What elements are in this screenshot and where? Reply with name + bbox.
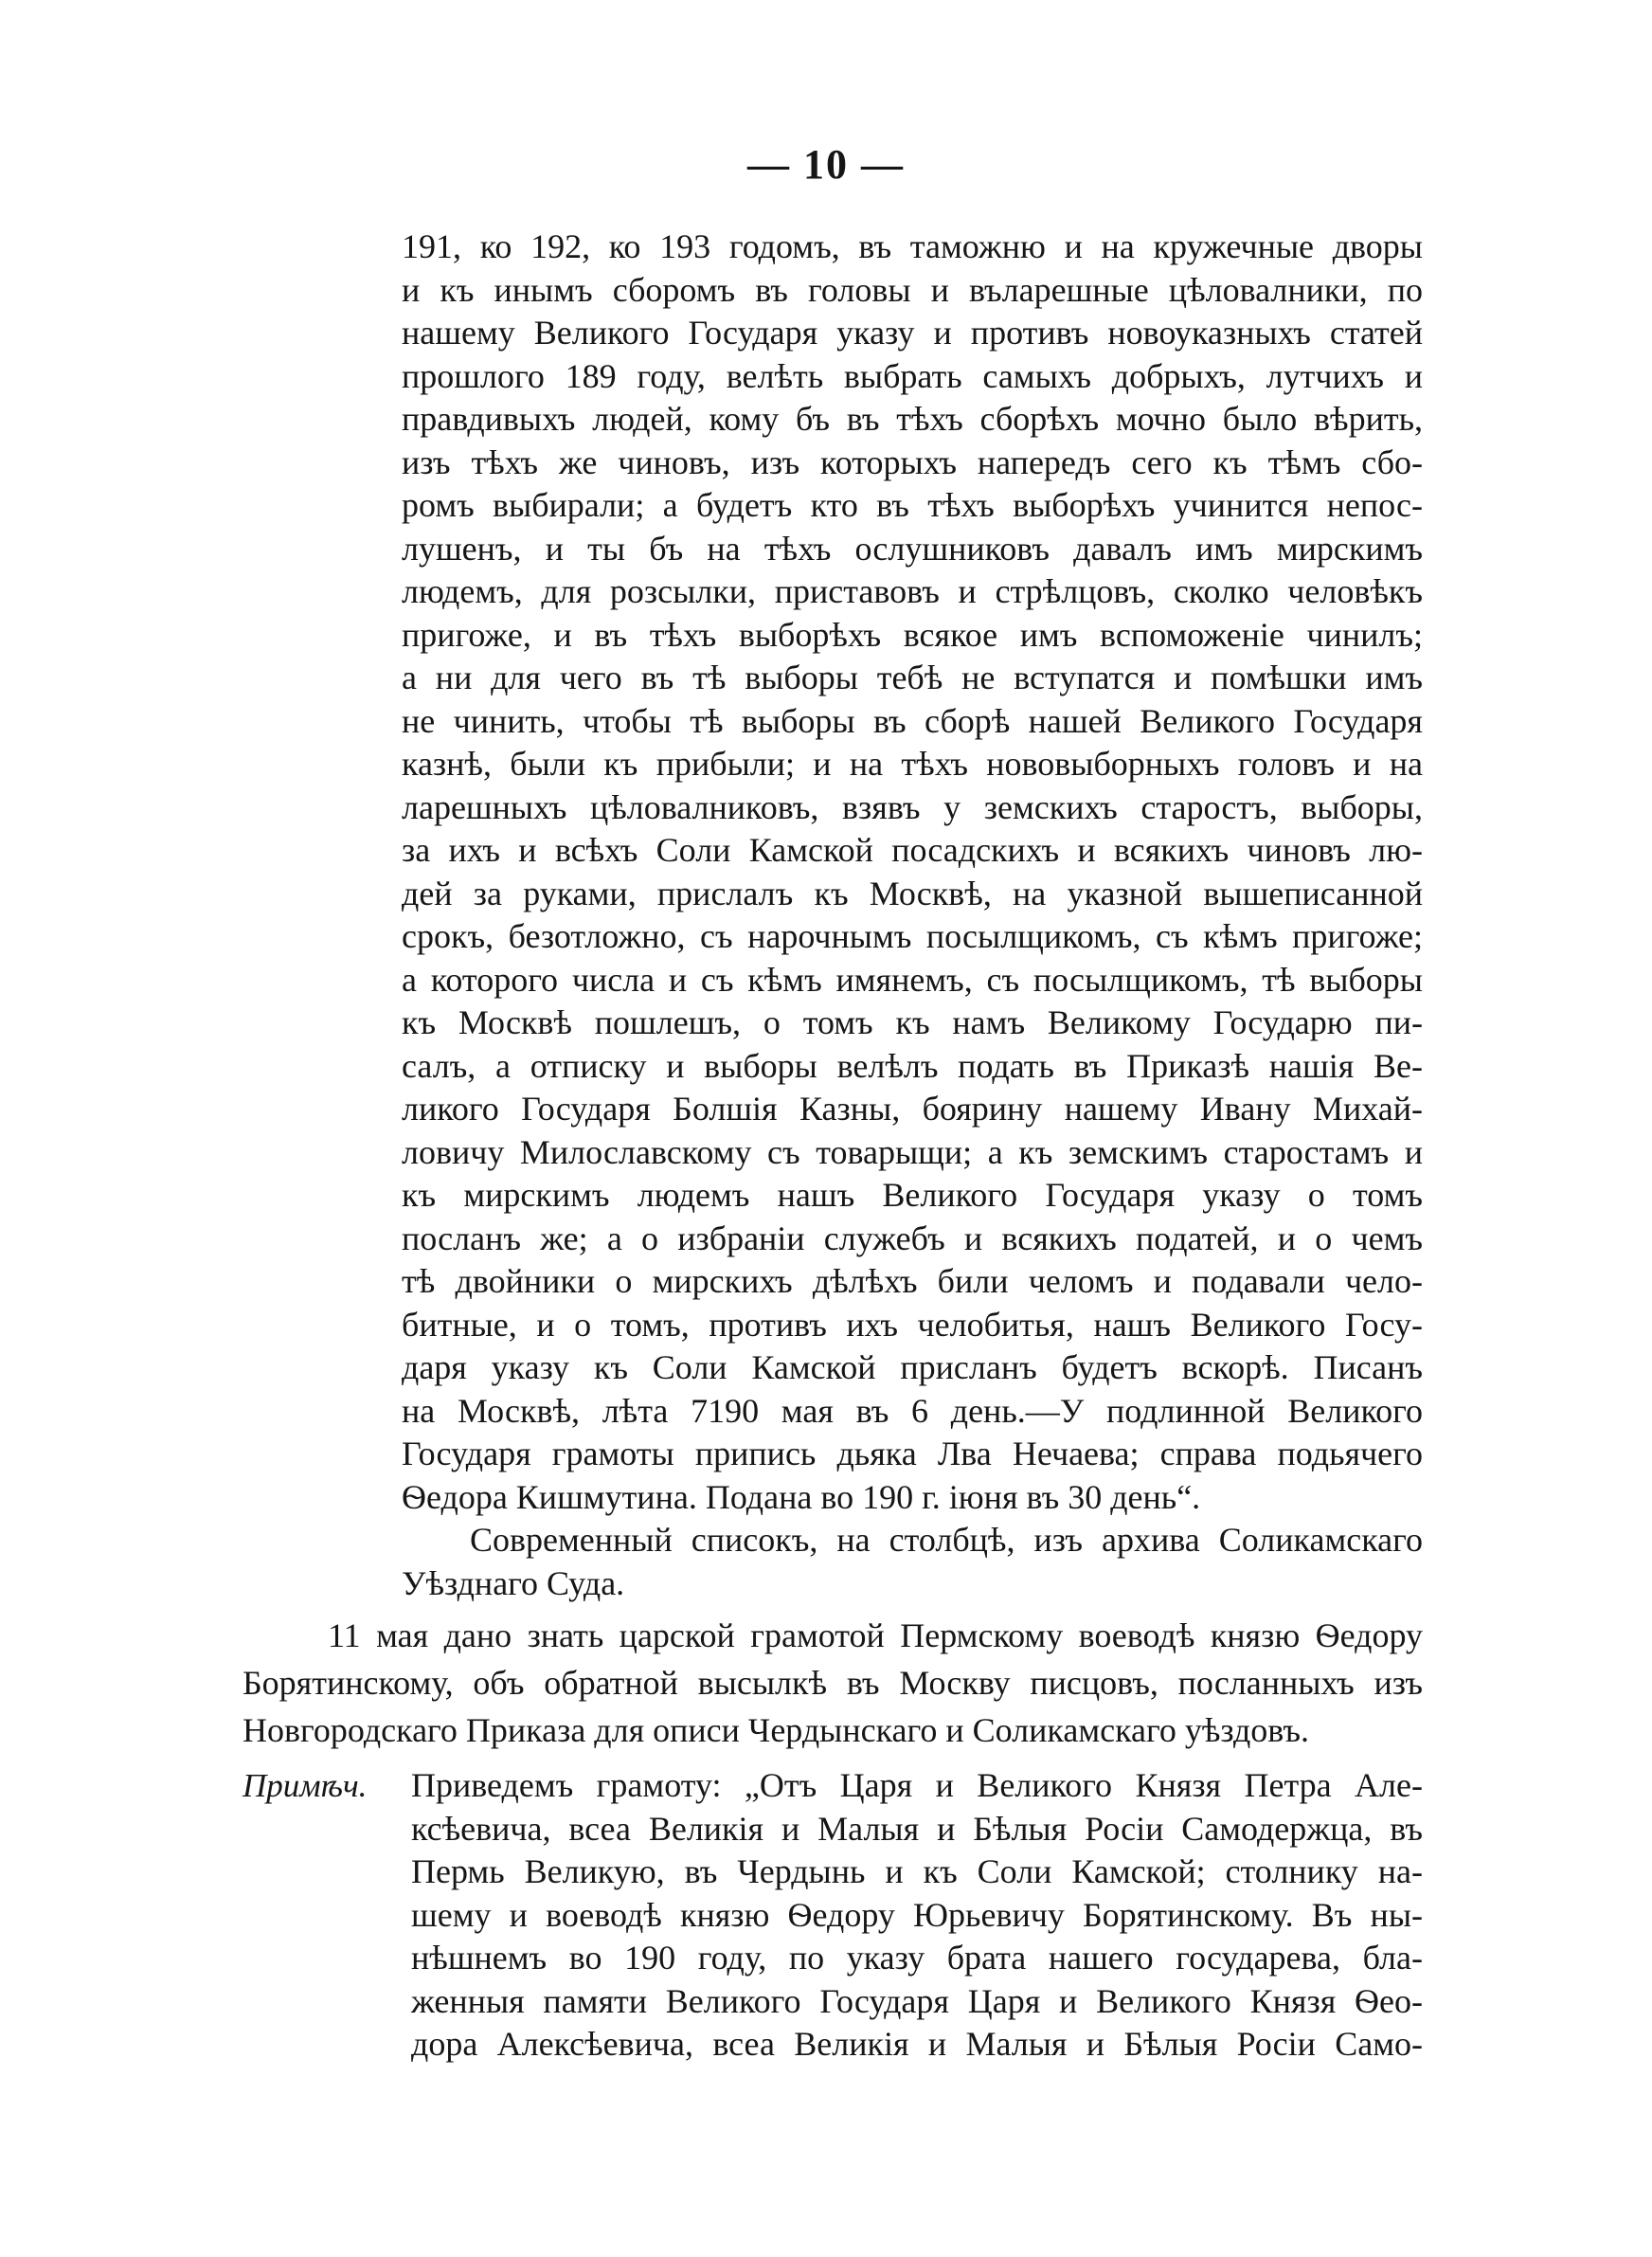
page-number: — 10 — xyxy=(747,141,905,188)
text-line: ловичу Милославскому съ товарыщи; а къ земскимъ старостамъ и xyxy=(402,1132,1423,1171)
text-line: ларешныхъ цѣловалниковъ, взявъ у земскихъ старостъ, выборы, xyxy=(402,787,1423,826)
note-line: Приведемъ грамоту: „Отъ Царя и Великого Князя Петра Але- xyxy=(411,1766,1423,1804)
text-line: ликого Государя Болшiя Казны, боярину нашему Ивану Михай- xyxy=(402,1090,1423,1128)
text-line: нашему Великого Государя указу и противъ новоуказныхъ статей xyxy=(402,314,1423,352)
text-line: и къ инымъ сборомъ въ головы и въларешные цѣловалники, по xyxy=(402,270,1423,309)
text-line: даря указу къ Соли Камской присланъ будетъ вскорѣ. Писанъ xyxy=(402,1348,1423,1386)
text-line: за ихъ и всѣхъ Соли Камской посадскихъ и всякихъ чиновъ лю- xyxy=(402,831,1423,869)
text-line: прошлого 189 году, велѣть выбрать самыхъ добрыхъ, лутчихъ и xyxy=(402,356,1423,395)
note-line: шему и воеводѣ князю Ѳедору Юрьевичу Борятинскому. Въ ны- xyxy=(411,1895,1423,1934)
chronicle-entry xyxy=(242,1612,1423,1754)
text-line: битные, и о томъ, противъ ихъ челобитья, нашъ Великого Госу- xyxy=(402,1305,1423,1344)
entry-line: Борятинскому, объ обратной высылкѣ въ Москву писцовъ, посланныхъ изъ xyxy=(242,1664,1423,1702)
text-line: людемъ, для розсылки, приставовъ и стрѣлцовъ, сколко человѣкъ xyxy=(402,572,1423,610)
note-line: женныя памяти Великого Государя Царя и Великого Князя Ѳео- xyxy=(411,1981,1423,2020)
text-line: Государя грамоты припись дьяка Лва Нечаева; справа подьячего xyxy=(402,1435,1423,1472)
text-line: Ѳедора Кишмутина. Подана во 190 г. iюня въ 30 день“. xyxy=(402,1477,1201,1516)
note-line: нѣшнемъ во 190 году, по указу брата нашего государева, бла- xyxy=(411,1939,1423,1977)
text-line: салъ, а отписку и выборы велѣлъ подать въ Приказѣ нашiя Ве- xyxy=(402,1046,1423,1085)
entry-line: Новгородскаго Приказа для описи Чердынскаго и Соликамскаго уѣздовъ. xyxy=(242,1711,1310,1749)
note-label: Примѣч. xyxy=(242,1767,368,1804)
text-line: срокъ, безотложно, съ нарочнымъ посылщикомъ, съ кѣмъ пригоже; xyxy=(402,917,1423,955)
note-line: Пермь Великую, въ Чердынь и къ Соли Камской; столнику на- xyxy=(411,1852,1423,1890)
text-line: а ни для чего въ тѣ выборы тебѣ не вступатся и помѣшки имъ xyxy=(402,659,1423,696)
quoted-charter-text xyxy=(402,226,1423,1605)
footnote-block xyxy=(242,1764,1423,2067)
text-line: изъ тѣхъ же чиновъ, изъ которыхъ напередъ сего къ тѣмъ сбо- xyxy=(402,442,1423,481)
text-line: на Москвѣ, лѣта 7190 мая въ 6 день.—У подлинной Великого xyxy=(402,1391,1423,1430)
text-line: посланъ же; а о избранiи служебъ и всякихъ податей, и о чемъ xyxy=(402,1219,1423,1257)
note-line: ксѣевича, всеа Великiя и Малыя и Бѣлыя Росiи Самодержца, въ xyxy=(411,1809,1423,1848)
text-line: тѣ двойники о мирскихъ дѣлѣхъ били челомъ и подавали чело- xyxy=(402,1262,1423,1300)
note-text xyxy=(411,1764,1423,2067)
text-line: пригоже, и въ тѣхъ выборѣхъ всякое имъ вспоможенiе чинилъ; xyxy=(402,615,1423,654)
text-line: а которого числа и съ кѣмъ имянемъ, съ посылщикомъ, тѣ выборы xyxy=(402,960,1423,999)
text-line: 191, ко 192, ко 193 годомъ, въ таможню и на кружечные дворы xyxy=(402,227,1423,265)
entry-line: 11 мая дано знать царской грамотой Пермскому воеводѣ князю Ѳедору xyxy=(328,1616,1423,1654)
source-note-line: Современный списокъ, на столбцѣ, изъ архива Соликамскаго xyxy=(470,1521,1423,1559)
source-note-line: Уѣзднаго Суда. xyxy=(402,1563,625,1602)
text-line: казнѣ, были къ прибыли; и на тѣхъ нововыборныхъ головъ и на xyxy=(402,745,1423,783)
note-line: дора Алексѣевича, всеа Великiя и Малыя и Бѣлыя Росiи Само- xyxy=(411,2025,1423,2063)
text-line: къ Москвѣ пошлешъ, о томъ къ намъ Великому Государю пи- xyxy=(402,1003,1423,1041)
text-line: къ мирскимъ людемъ нашъ Великого Государя указу о томъ xyxy=(402,1176,1423,1214)
text-line: не чинить, чтобы тѣ выборы въ сборѣ нашей Великого Государя xyxy=(402,701,1423,740)
text-line: дей за руками, прислалъ къ Москвѣ, на указной вышеписанной xyxy=(402,874,1423,912)
text-line: лушенъ, и ты бъ на тѣхъ ослушниковъ давалъ имъ мирскимъ xyxy=(402,529,1423,568)
text-line: правдивыхъ людей, кому бъ въ тѣхъ сборѣхъ мочно было вѣрить, xyxy=(402,400,1423,438)
text-line: ромъ выбирали; а будетъ кто въ тѣхъ выборѣхъ учинится непос- xyxy=(402,486,1423,524)
